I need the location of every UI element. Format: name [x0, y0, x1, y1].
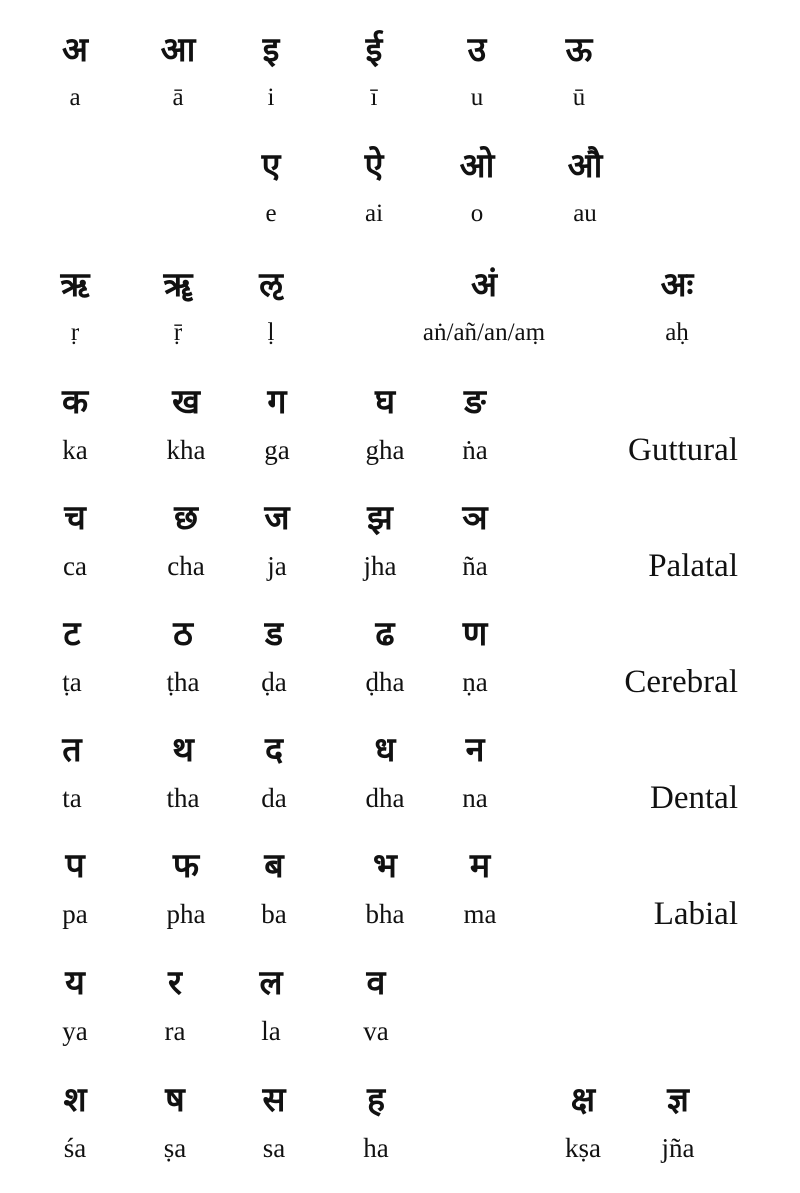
sibilants-transliteration-1: ṣa	[163, 1133, 187, 1163]
guttural-devanagari-2: ग	[267, 382, 287, 422]
guttural-transliteration-2: ga	[264, 435, 290, 465]
semivowels-devanagari-2: ल	[259, 963, 283, 1003]
vowels-short-long-transliteration-0: a	[69, 84, 81, 111]
sibilants-devanagari-4: क्ष	[570, 1080, 596, 1120]
labial-devanagari-1: फ	[172, 846, 200, 886]
vowels-diphthongs-transliteration-1: ai	[364, 200, 384, 227]
vowels-other-devanagari-1: ॠ	[163, 265, 193, 305]
palatal-devanagari-1: छ	[174, 498, 198, 538]
sibilants-devanagari-5: ज्ञ	[667, 1080, 689, 1120]
vowels-other-transliteration-4: aḥ	[665, 319, 689, 346]
labial-devanagari-3: भ	[373, 846, 397, 886]
cerebral-transliteration-3: ḍha	[365, 667, 405, 697]
cerebral-devanagari-4: ण	[462, 614, 488, 654]
palatal-transliteration-2: ja	[267, 551, 287, 581]
sibilants-devanagari-3: ह	[366, 1080, 386, 1120]
guttural-devanagari-4: ङ	[464, 382, 486, 422]
vowels-short-long-devanagari-4: उ	[467, 30, 487, 70]
vowels-other-transliteration-0: ṛ	[70, 319, 80, 346]
vowels-diphthongs-devanagari-1: ऐ	[364, 146, 384, 186]
vowels-diphthongs-devanagari-2: ओ	[459, 146, 495, 186]
cerebral-transliteration-1: ṭha	[166, 667, 200, 697]
dental-transliteration-4: na	[462, 783, 488, 813]
sibilants-devanagari-0: श	[63, 1080, 87, 1120]
cerebral-transliteration-4: ṇa	[462, 667, 488, 697]
labial-devanagari-0: प	[65, 846, 85, 886]
sibilants-transliteration-2: sa	[262, 1133, 286, 1163]
vowels-other-transliteration-3: aṅ/añ/an/aṃ	[422, 319, 546, 346]
cerebral-devanagari-2: ड	[264, 614, 284, 654]
vowels-other-transliteration-2: ḷ	[267, 319, 275, 346]
guttural-transliteration-4: ṅa	[462, 435, 488, 465]
palatal-transliteration-4: ña	[462, 551, 488, 581]
vowels-short-long-transliteration-4: u	[470, 84, 484, 111]
palatal-row-label: Palatal	[648, 548, 738, 584]
cerebral-row-label: Cerebral	[624, 664, 738, 700]
vowels-other-devanagari-0: ऋ	[60, 265, 90, 305]
palatal-transliteration-1: cha	[167, 551, 205, 581]
labial-row-label: Labial	[653, 896, 738, 932]
dental-transliteration-2: da	[261, 783, 287, 813]
cerebral-devanagari-1: ठ	[173, 614, 193, 654]
cerebral-devanagari-3: ढ	[375, 614, 395, 654]
labial-transliteration-2: ba	[261, 899, 287, 929]
vowels-short-long-devanagari-3: ई	[365, 30, 383, 70]
labial-devanagari-2: ब	[264, 846, 284, 886]
cerebral-devanagari-0: ट	[63, 614, 81, 654]
palatal-devanagari-3: झ	[367, 498, 393, 538]
semivowels-transliteration-3: va	[363, 1016, 389, 1046]
sibilants-transliteration-3: ha	[363, 1133, 389, 1163]
dental-devanagari-4: न	[465, 730, 485, 770]
dental-row-label: Dental	[650, 780, 738, 816]
vowels-other-devanagari-3: अं	[471, 265, 497, 305]
vowels-diphthongs-devanagari-3: औ	[567, 146, 603, 186]
semivowels-transliteration-2: la	[261, 1016, 281, 1046]
vowels-short-long-devanagari-5: ऊ	[565, 30, 593, 70]
vowels-short-long-transliteration-5: ū	[572, 84, 586, 111]
sibilants-devanagari-1: ष	[165, 1080, 185, 1120]
palatal-devanagari-0: च	[64, 498, 86, 538]
vowels-short-long-devanagari-0: अ	[62, 30, 88, 70]
guttural-devanagari-0: क	[61, 382, 89, 422]
semivowels-devanagari-3: व	[366, 963, 386, 1003]
vowels-diphthongs-devanagari-0: ए	[261, 146, 281, 186]
vowels-short-long-transliteration-3: ī	[370, 84, 378, 111]
cerebral-transliteration-2: ḍa	[261, 667, 287, 697]
dental-transliteration-0: ta	[62, 783, 82, 813]
labial-transliteration-4: ma	[463, 899, 497, 929]
vowels-short-long-transliteration-1: ā	[172, 84, 184, 111]
dental-devanagari-1: थ	[172, 730, 194, 770]
palatal-transliteration-0: ca	[63, 551, 87, 581]
labial-transliteration-3: bha	[365, 899, 405, 929]
guttural-devanagari-1: ख	[172, 382, 200, 422]
sibilants-transliteration-5: jña	[661, 1133, 695, 1163]
labial-transliteration-1: pha	[166, 899, 206, 929]
semivowels-transliteration-1: ra	[164, 1016, 186, 1046]
sibilants-devanagari-2: स	[262, 1080, 286, 1120]
dental-devanagari-3: ध	[374, 730, 396, 770]
guttural-transliteration-3: gha	[365, 435, 405, 465]
sibilants-transliteration-4: kṣa	[565, 1133, 601, 1163]
vowels-short-long-devanagari-1: आ	[160, 30, 196, 70]
labial-transliteration-0: pa	[62, 899, 88, 929]
dental-devanagari-2: द	[264, 730, 284, 770]
labial-devanagari-4: म	[469, 846, 491, 886]
vowels-diphthongs-transliteration-0: e	[265, 200, 277, 227]
guttural-devanagari-3: घ	[374, 382, 396, 422]
vowels-other-devanagari-2: ऌ	[259, 265, 283, 305]
guttural-transliteration-0: ka	[62, 435, 88, 465]
vowels-short-long-devanagari-2: इ	[262, 30, 280, 70]
guttural-row-label: Guttural	[628, 432, 738, 468]
vowels-other-transliteration-1: ṝ	[173, 319, 183, 346]
vowels-other-devanagari-4: अः	[660, 265, 694, 305]
guttural-transliteration-1: kha	[166, 435, 206, 465]
palatal-transliteration-3: jha	[363, 551, 397, 581]
vowels-diphthongs-transliteration-2: o	[470, 200, 484, 227]
vowels-diphthongs-transliteration-3: au	[573, 200, 597, 227]
palatal-devanagari-4: ञ	[462, 498, 488, 538]
sibilants-transliteration-0: śa	[63, 1133, 87, 1163]
vowels-short-long-transliteration-2: i	[267, 84, 275, 111]
cerebral-transliteration-0: ṭa	[62, 667, 82, 697]
dental-devanagari-0: त	[62, 730, 82, 770]
semivowels-transliteration-0: ya	[62, 1016, 88, 1046]
semivowels-devanagari-0: य	[65, 963, 85, 1003]
dental-transliteration-1: tha	[166, 783, 200, 813]
palatal-devanagari-2: ज	[264, 498, 290, 538]
dental-transliteration-3: dha	[365, 783, 405, 813]
semivowels-devanagari-1: र	[168, 963, 182, 1003]
